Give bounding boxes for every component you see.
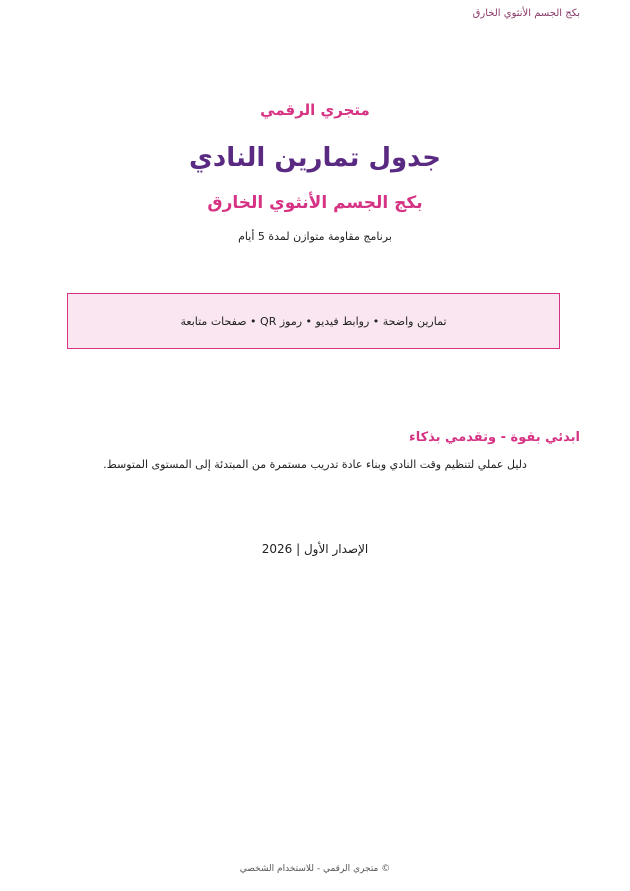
intro-slogan: ابدئي بقوة - وتقدمي بذكاء (409, 430, 580, 445)
features-text: تمارين واضحة • روابط فيديو • رموز QR • صفحات متابعة (180, 314, 447, 328)
edition-label: الإصدار الأول | 2026 (261, 542, 369, 556)
package-subtitle: بكج الجسم الأنثوي الخارق (207, 193, 423, 213)
running-header-title: بكج الجسم الأنثوي الخارق (472, 8, 580, 19)
page-title: جدول تمارين النادي (189, 143, 441, 173)
features-box (67, 293, 560, 349)
intro-description: دليل عملي لتنظيم وقت النادي وبناء عادة تدريب مستمرة من المبتدئة إلى المستوى المتوسط. (103, 458, 527, 471)
page-footer: © متجري الرقمي - للاستخدام الشخصي (239, 864, 391, 874)
brand-name: متجري الرقمي (260, 101, 370, 119)
program-tagline: برنامج مقاومة متوازن لمدة 5 أيام (238, 230, 392, 243)
